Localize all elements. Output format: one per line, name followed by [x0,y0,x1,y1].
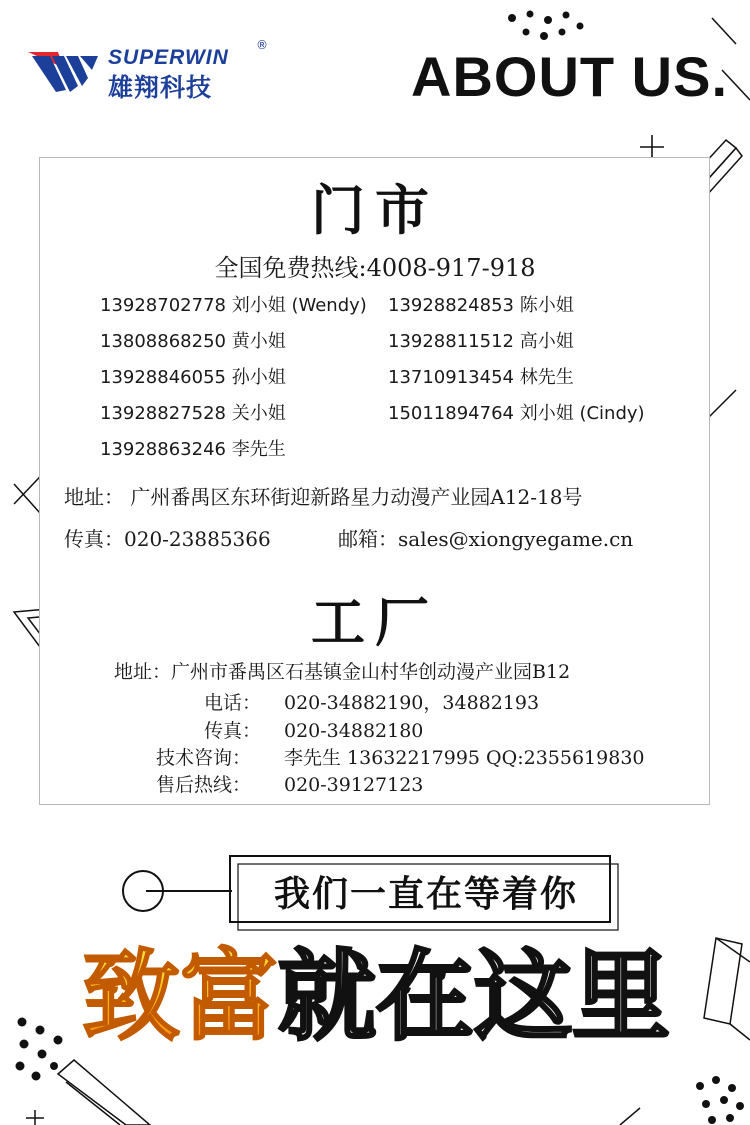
contact-item: 13710913454 林先生 [388,367,574,388]
dots-bottom-left [16,1018,63,1081]
factory-service: 售后热线： 020-39127123 [156,774,424,796]
store-address: 地址： 广州番禺区东环街迎新路星力动漫产业园A12-18号 [64,485,583,509]
factory-tech: 技术咨询： 李先生 13632217995 QQ:2355619830 [156,747,645,769]
plus-icon [640,135,664,159]
brand-logo [26,40,286,100]
slogan-highlight: 致富 [82,940,279,1054]
contact-item: 13928811512 高小姐 [388,331,574,352]
store-email: 邮箱：sales@xiongyegame.cn [338,527,634,551]
contact-item: 13928702778 刘小姐 (Wendy) [100,295,367,316]
slogan [82,942,670,1052]
store-fax: 传真：020-23885366 [64,527,271,551]
store-hotline: 全国免费热线:4008-917-918 [214,254,536,282]
factory-address: 地址：广州市番禺区石基镇金山村华创动漫产业园B12 [114,661,571,683]
contact-item: 15011894764 刘小姐 (Cindy) [388,403,645,424]
store-title: 门市 [311,179,439,242]
page-title: ABOUT US. [411,45,728,108]
banner-text: 我们一直在等着你 [273,874,578,915]
brand-name-en: SUPERWIN [108,46,229,69]
slogan-rest: 就在这里 [278,940,671,1054]
factory-phone: 电话： 020-34882190，34882193 [204,692,540,714]
prism-shape-bottom [58,1060,150,1125]
dots-top [508,11,584,41]
contact-item: 13928827528 关小姐 [100,403,286,424]
box-shape-right [704,938,750,1040]
logo-wing-icon [26,48,100,96]
factory-title: 工厂 [311,591,439,654]
dots-bottom-right [696,1076,744,1124]
contact-item: 13808868250 黄小姐 [100,331,286,352]
contact-item: 13928863246 李先生 [100,439,286,460]
contact-item: 13928824853 陈小姐 [388,295,574,316]
registered-mark: ® [256,38,268,52]
factory-fax: 传真： 020-34882180 [204,720,424,742]
brand-name-cn: 雄翔科技 [108,73,213,102]
contact-item: 13928846055 孙小姐 [100,367,286,388]
